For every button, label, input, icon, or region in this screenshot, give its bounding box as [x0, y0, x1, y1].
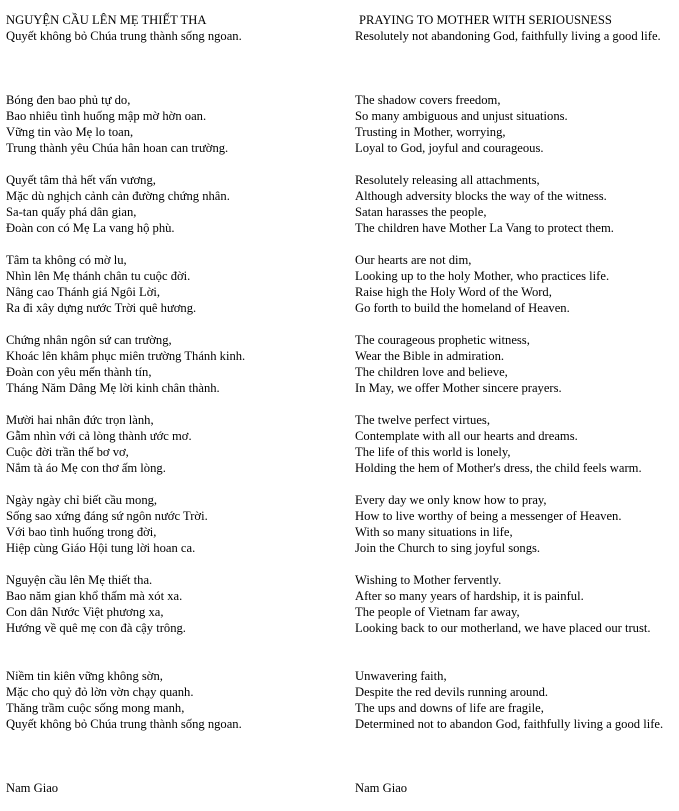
- poem-line: Sa-tan quấy phá dân gian,: [6, 205, 137, 219]
- poem-line: Ngày ngày chỉ biết cầu mong,: [6, 493, 158, 507]
- english-stanza-4: [355, 332, 675, 396]
- poem-line: Quyết tâm thả hết vấn vương,: [6, 173, 156, 187]
- english-stanza-8: [355, 668, 675, 748]
- poem-line: The shadow covers freedom,: [355, 93, 501, 107]
- poem-line: Our hearts are not dim,: [355, 253, 472, 267]
- poem-line: Đoàn con có Mẹ La vang hộ phù.: [6, 221, 175, 235]
- vietnamese-signature: Nam Giao: [6, 781, 59, 795]
- poem-line: Mười hai nhân đức trọn lành,: [6, 413, 154, 427]
- poem-line: Holding the hem of Mother's dress, the child feels warm.: [355, 461, 642, 475]
- poem-line: Unwavering faith,: [355, 669, 447, 683]
- vietnamese-stanza-8: [6, 668, 336, 732]
- poem-line: Wishing to Mother fervently.: [355, 573, 502, 587]
- poem-line: Although adversity blocks the way of the witness.: [355, 189, 607, 203]
- poem-line: The people of Vietnam far away,: [355, 605, 520, 619]
- poem-line: Hướng về quê mẹ con đà cậy trông.: [6, 621, 186, 635]
- poem-line: So many ambiguous and unjust situations.: [355, 109, 568, 123]
- poem-line: Contemplate with all our hearts and dreams.: [355, 429, 578, 443]
- poem-line: Every day we only know how to pray,: [355, 493, 547, 507]
- english-intro: Resolutely not abandoning God, faithfully living a good life.: [355, 29, 661, 43]
- poem-line: Cuộc đời trần thế bơ vơ,: [6, 445, 129, 459]
- vietnamese-stanza-5: [6, 412, 336, 476]
- poem-line: The children have Mother La Vang to protect them.: [355, 221, 614, 235]
- english-title: PRAYING TO MOTHER WITH SERIOUSNESS: [359, 13, 612, 27]
- poem-line: Vững tin vào Mẹ lo toan,: [6, 125, 134, 139]
- english-column: [355, 12, 675, 796]
- poem-line: Despite the red devils running around.: [355, 685, 549, 699]
- poem-line: The twelve perfect virtues,: [355, 413, 490, 427]
- poem-line: Satan harasses the people,: [355, 205, 487, 219]
- poem-line: Trusting in Mother, worrying,: [355, 125, 506, 139]
- poem-line: The courageous prophetic witness,: [355, 333, 530, 347]
- vietnamese-stanza-7: [6, 572, 336, 636]
- english-stanza-7: [355, 572, 675, 652]
- poem-line: Mặc cho quỷ đỏ lờn vờn chạy quanh.: [6, 685, 194, 699]
- poem-line: After so many years of hardship, it is painful.: [355, 589, 584, 603]
- poem-line: Tâm ta không có mờ lu,: [6, 253, 127, 267]
- english-stanza-1: [355, 92, 675, 156]
- poem-line: Bóng đen bao phủ tự do,: [6, 93, 131, 107]
- poem-line: Hiệp cùng Giáo Hội tung lời hoan ca.: [6, 541, 196, 555]
- vietnamese-title: NGUYỆN CẦU LÊN MẸ THIẾT THA: [6, 13, 207, 27]
- poem-line: The ups and downs of life are fragile,: [355, 701, 544, 715]
- poem-line: Nâng cao Thánh giá Ngôi Lời,: [6, 285, 161, 299]
- english-stanza-5: [355, 412, 675, 476]
- poem-line: Gẫm nhìn với cả lòng thành ước mơ.: [6, 429, 192, 443]
- poem-line: Trung thành yêu Chúa hân hoan can trường.: [6, 141, 229, 155]
- poem-line: Ra đi xây dựng nước Trời quê hương.: [6, 301, 197, 315]
- poem-line: Looking up to the holy Mother, who practices life.: [355, 269, 610, 283]
- poem-line: Wear the Bible in admiration.: [355, 349, 505, 363]
- english-stanza-3: [355, 252, 675, 316]
- poem-line: Loyal to God, joyful and courageous.: [355, 141, 544, 155]
- poem-line: Go forth to build the homeland of Heaven.: [355, 301, 570, 315]
- poem-line: Nắm tà áo Mẹ con thơ ấm lòng.: [6, 461, 166, 475]
- vietnamese-column: [6, 12, 336, 796]
- english-stanza-6: [355, 492, 675, 556]
- poem-line: Chứng nhân ngôn sứ can trường,: [6, 333, 172, 347]
- poem-line: Looking back to our motherland, we have placed our trust.: [355, 621, 651, 635]
- vietnamese-stanza-4: [6, 332, 336, 396]
- poem-line: Tháng Năm Dâng Mẹ lời kinh chân thành.: [6, 381, 220, 395]
- poem-line: Determined not to abandon God, faithfully living a good life.: [355, 717, 664, 731]
- poem-line: Với bao tình huống trong đời,: [6, 525, 157, 539]
- english-stanza-2: [355, 172, 675, 236]
- poem-line: The children love and believe,: [355, 365, 508, 379]
- poem-line: In May, we offer Mother sincere prayers.: [355, 381, 562, 395]
- poem-line: Nguyện cầu lên Mẹ thiết tha.: [6, 573, 153, 587]
- poem-line: Đoàn con yêu mến thành tín,: [6, 365, 152, 379]
- poem-line: Con dân Nước Việt phương xa,: [6, 605, 164, 619]
- poem-line: Niềm tin kiên vững không sờn,: [6, 669, 163, 683]
- poem-line: Bao nhiêu tình huống mập mờ hờn oan.: [6, 109, 207, 123]
- vietnamese-stanza-1: [6, 92, 336, 156]
- poem-line: Resolutely releasing all attachments,: [355, 173, 540, 187]
- poem-line: Bao năm gian khổ thấm mà xót xa.: [6, 589, 183, 603]
- poem-line: Sống sao xứng đáng sứ ngôn nước Trời.: [6, 509, 208, 523]
- poem-line: The life of this world is lonely,: [355, 445, 511, 459]
- english-signature: Nam Giao: [355, 781, 408, 795]
- poem-line: With so many situations in life,: [355, 525, 513, 539]
- poem-line: Mặc dù nghịch cảnh cản đường chứng nhân.: [6, 189, 230, 203]
- vietnamese-stanza-2: [6, 172, 336, 236]
- poem-line: Khoác lên khâm phục miên trường Thánh kinh.: [6, 349, 246, 363]
- poem-line: Join the Church to sing joyful songs.: [355, 541, 541, 555]
- poem-line: Quyết không bỏ Chúa trung thành sống ngoan.: [6, 717, 242, 731]
- poem-line: Raise high the Holy Word of the Word,: [355, 285, 552, 299]
- poem-line: Nhìn lên Mẹ thánh chân tu cuộc đời.: [6, 269, 191, 283]
- vietnamese-stanza-6: [6, 492, 336, 556]
- poem-line: Thăng trầm cuộc sống mong manh,: [6, 701, 185, 715]
- poem-line: How to live worthy of being a messenger of Heaven.: [355, 509, 622, 523]
- vietnamese-stanza-3: [6, 252, 336, 316]
- vietnamese-intro: Quyết không bỏ Chúa trung thành sống ngoan.: [6, 29, 242, 43]
